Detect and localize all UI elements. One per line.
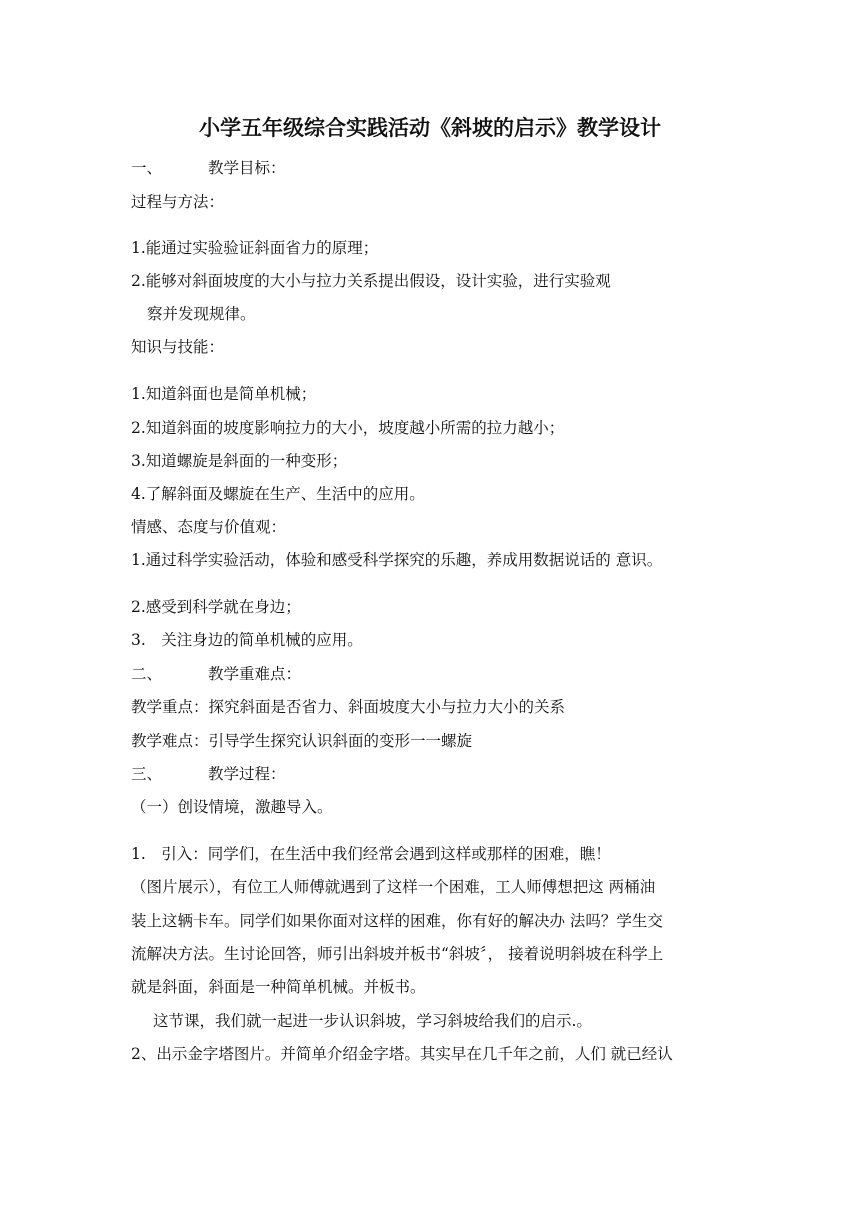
- paragraph: 2.能够对斜面坡度的大小与拉力关系提出假设，设计实验，进行实验观: [131, 272, 611, 290]
- section-number: 二、: [131, 665, 163, 683]
- paragraph: 1.能通过实验验证斜面省力的原理；: [131, 239, 379, 257]
- paragraph: 教学难点：引导学生探究认识斜面的变形一一螺旋: [131, 732, 473, 750]
- section-heading-1: [131, 158, 286, 178]
- paragraph: 装上这辆卡车。同学们如果你面对这样的困难，你有好的解决办 法吗？学生交: [131, 912, 663, 930]
- paragraph: 这节课，我们就一起进一步认识斜坡，学习斜坡给我们的启示.。: [153, 1012, 592, 1030]
- paragraph: （图片展示），有位工人师傅就遇到了这样一个困难，工人师傅想把这 两桶油: [131, 878, 656, 896]
- section-title: 教学过程：: [208, 765, 286, 783]
- paragraph: 4.了解斜面及螺旋在生产、生活中的应用。: [131, 485, 425, 503]
- paragraph: 2.知道斜面的坡度影响拉力的大小，坡度越小所需的拉力越小；: [131, 419, 565, 437]
- paragraph: 就是斜面，斜面是一种简单机械。并板书。: [131, 978, 426, 996]
- paragraph: 1.通过科学实验活动，体验和感受科学探究的乐趣，养成用数据说话的 意识。: [131, 551, 663, 569]
- section-title: 教学目标：: [208, 159, 286, 177]
- paragraph: 教学重点：探究斜面是否省力、斜面坡度大小与拉力大小的关系: [131, 698, 566, 716]
- paragraph: 流解决方法。生讨论回答，师引出斜坡并板书“斜坡〞， 接着说明斜坡在科学上: [131, 945, 664, 963]
- paragraph: 知识与技能：: [131, 338, 225, 356]
- section-title: 教学重难点：: [208, 665, 302, 683]
- section-heading-3: [131, 764, 286, 784]
- section-heading-2: [131, 664, 301, 684]
- paragraph: 察并发现规律。: [147, 305, 256, 323]
- paragraph: 2.感受到科学就在身边；: [131, 598, 301, 616]
- section-number: 一、: [131, 159, 163, 177]
- paragraph: 3. 关注身边的简单机械的应用。: [131, 631, 363, 649]
- paragraph: 1.知道斜面也是简单机械；: [131, 385, 317, 403]
- document-title: 小学五年级综合实践活动《斜坡的启示》教学设计: [199, 116, 661, 140]
- paragraph: （一）创设情境，激趣导入。: [131, 798, 333, 816]
- paragraph: 过程与方法：: [131, 193, 225, 211]
- section-number: 三、: [131, 765, 163, 783]
- paragraph: 2、出示金字塔图片。并简单介绍金字塔。其实早在几千年之前，人们 就已经认: [131, 1045, 673, 1063]
- paragraph: 1. 引入：同学们，在生活中我们经常会遇到这样或那样的困难，瞧！: [131, 845, 611, 863]
- paragraph: 3.知道螺旋是斜面的一种变形；: [131, 452, 348, 470]
- paragraph: 情感、态度与价值观：: [131, 518, 287, 536]
